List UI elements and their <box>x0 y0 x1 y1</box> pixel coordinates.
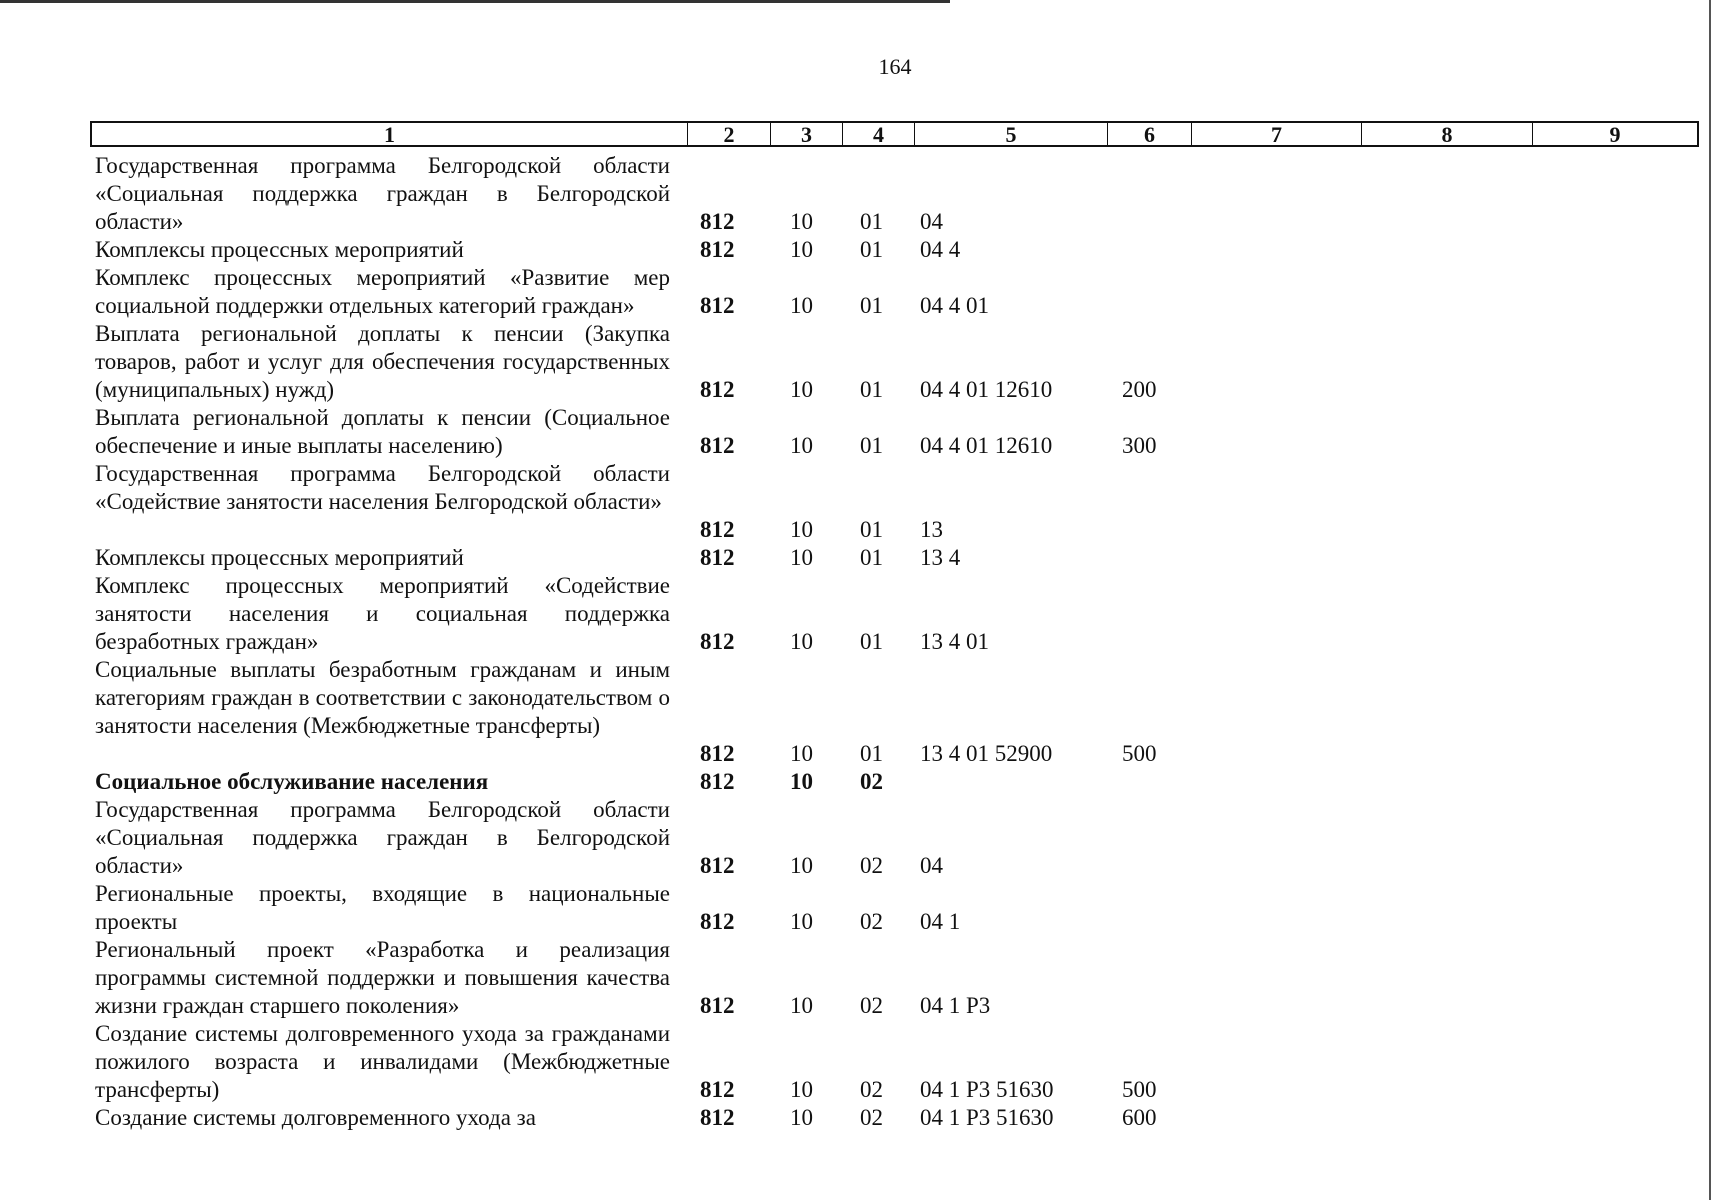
cell-col-2: 812 <box>700 909 735 934</box>
cell-col-2: 812 <box>700 993 735 1018</box>
row-description: Комплексы процессных мероприятий <box>95 545 464 570</box>
header-col-4: 4 <box>842 123 914 145</box>
cell-col-2: 812 <box>700 769 735 794</box>
cell-col-5: 04 1 P3 51630 <box>920 1105 1054 1130</box>
cell-col-5: 13 4 01 <box>920 629 989 654</box>
cell-col-3: 10 <box>790 853 813 878</box>
page-number: 164 <box>878 54 912 79</box>
cell-col-3: 10 <box>790 741 813 766</box>
cell-col-4: 01 <box>860 741 883 766</box>
cell-col-5: 04 4 01 <box>920 293 989 318</box>
cell-col-6: 600 <box>1122 1105 1157 1130</box>
header-col-2: 2 <box>687 123 770 145</box>
cell-col-4: 01 <box>860 433 883 458</box>
cell-col-6: 500 <box>1122 741 1157 766</box>
header-col-8: 8 <box>1361 123 1532 145</box>
row-description: Государственная программа Белгородской области «Содействие занятости населения Белгородской области» <box>95 461 670 514</box>
cell-col-2: 812 <box>700 629 735 654</box>
cell-col-2: 812 <box>700 293 735 318</box>
cell-col-2: 812 <box>700 517 735 542</box>
cell-col-3: 10 <box>790 293 813 318</box>
cell-col-5: 04 4 01 12610 <box>920 377 1053 402</box>
cell-col-4: 01 <box>860 293 883 318</box>
cell-col-3: 10 <box>790 377 813 402</box>
cell-col-2: 812 <box>700 237 735 262</box>
cell-col-4: 02 <box>860 909 883 934</box>
header-col-7: 7 <box>1191 123 1361 145</box>
header-col-5: 5 <box>914 123 1107 145</box>
cell-col-5: 13 4 01 52900 <box>920 741 1053 766</box>
cell-col-4: 01 <box>860 209 883 234</box>
row-description: Комплекс процессных мероприятий «Развитие мер социальной поддержки отдельных категорий граждан» <box>95 265 670 318</box>
header-col-1: 1 <box>384 122 395 147</box>
cell-col-5: 13 <box>920 517 943 542</box>
cell-col-5: 04 <box>920 853 943 878</box>
row-description: Государственная программа Белгородской области «Социальная поддержка граждан в Белгородской области» <box>95 797 670 878</box>
cell-col-6: 500 <box>1122 1077 1157 1102</box>
cell-col-2: 812 <box>700 433 735 458</box>
cell-col-2: 812 <box>700 377 735 402</box>
cell-col-4: 01 <box>860 517 883 542</box>
row-description: Социальные выплаты безработным гражданам и иным категориям граждан в соответствии с законодательством о занятости населения (Межбюджетные трансферты) <box>95 657 670 738</box>
header-col-9: 9 <box>1532 123 1697 145</box>
cell-col-3: 10 <box>790 769 813 794</box>
header-col-3: 3 <box>770 123 842 145</box>
cell-col-4: 02 <box>860 853 883 878</box>
row-description: Комплекс процессных мероприятий «Содействие занятости населения и социальная поддержка безработных граждан» <box>95 573 670 654</box>
cell-col-5: 04 1 P3 <box>920 993 991 1018</box>
cell-col-3: 10 <box>790 909 813 934</box>
row-description: Комплексы процессных мероприятий <box>95 237 464 262</box>
cell-col-4: 01 <box>860 377 883 402</box>
cell-col-5: 04 1 P3 51630 <box>920 1077 1054 1102</box>
cell-col-4: 02 <box>860 1077 883 1102</box>
header-col-6: 6 <box>1107 123 1191 145</box>
cell-col-3: 10 <box>790 209 813 234</box>
cell-col-5: 04 <box>920 209 943 234</box>
cell-col-3: 10 <box>790 629 813 654</box>
cell-col-5: 04 4 01 12610 <box>920 433 1053 458</box>
page-right-edge <box>1709 0 1711 1200</box>
cell-col-3: 10 <box>790 545 813 570</box>
cell-col-2: 812 <box>700 1105 735 1130</box>
cell-col-3: 10 <box>790 1105 813 1130</box>
cell-col-2: 812 <box>700 853 735 878</box>
cell-col-4: 02 <box>860 993 883 1018</box>
row-description: Региональные проекты, входящие в национальные проекты <box>95 881 670 934</box>
cell-col-5: 04 1 <box>920 909 961 934</box>
cell-col-6: 200 <box>1122 377 1157 402</box>
cell-col-4: 02 <box>860 769 883 794</box>
cell-col-5: 04 4 <box>920 237 961 262</box>
cell-col-6: 300 <box>1122 433 1157 458</box>
row-description: Выплата региональной доплаты к пенсии (Закупка товаров, работ и услуг для обеспечения государственных (муниципальных) нужд) <box>95 321 670 402</box>
cell-col-2: 812 <box>700 1077 735 1102</box>
table-header-row <box>90 121 1699 147</box>
row-description: Выплата региональной доплаты к пенсии (Социальное обеспечение и иные выплаты населению) <box>95 405 670 458</box>
cell-col-4: 01 <box>860 629 883 654</box>
cell-col-3: 10 <box>790 433 813 458</box>
row-description: Региональный проект «Разработка и реализация программы системной поддержки и повышения качества жизни граждан старшего поколения» <box>95 937 670 1018</box>
cell-col-3: 10 <box>790 237 813 262</box>
cell-col-4: 02 <box>860 1105 883 1130</box>
row-description: Создание системы долговременного ухода за гражданами пожилого возраста и инвалидами (Межбюджетные трансферты) <box>95 1021 670 1102</box>
page-top-line <box>0 0 950 3</box>
cell-col-4: 01 <box>860 237 883 262</box>
cell-col-5: 13 4 <box>920 545 961 570</box>
row-description: Создание системы долговременного ухода за <box>95 1105 536 1130</box>
row-description: Государственная программа Белгородской области «Социальная поддержка граждан в Белгородской области» <box>95 153 670 234</box>
cell-col-3: 10 <box>790 517 813 542</box>
cell-col-2: 812 <box>700 545 735 570</box>
cell-col-2: 812 <box>700 741 735 766</box>
cell-col-3: 10 <box>790 1077 813 1102</box>
row-description: Социальное обслуживание населения <box>95 769 489 794</box>
cell-col-4: 01 <box>860 545 883 570</box>
cell-col-2: 812 <box>700 209 735 234</box>
cell-col-3: 10 <box>790 993 813 1018</box>
